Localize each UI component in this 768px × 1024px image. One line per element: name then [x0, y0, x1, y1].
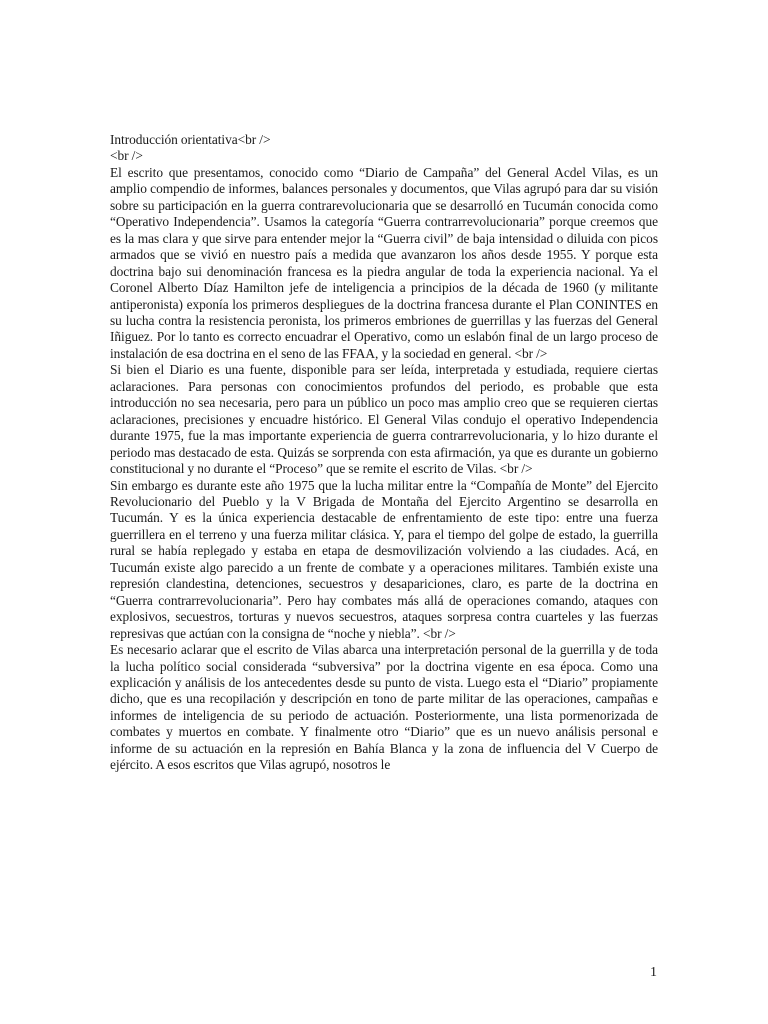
page-number: 1	[650, 965, 657, 980]
paragraph: Es necesario aclarar que el escrito de Vilas abarca una interpretación personal de la guerrilla y de toda la lucha político social considerada “subversiva” por la doctrina vigente en esa época. Como una explicación y análisis de los antecedentes desde su punto de vista. Luego esta el “Diario” propiamente dicho, que es una recopilación y descripción en tono de parte militar de las operaciones, campañas e informes de inteligencia de su periodo de actuación. Posteriormente, una lista pormenorizada de combates y muertos en combate. Y finalmente otro “Diario” que es un nuevo análisis personal e informe de su actuación en la represión en Bahía Blanca y la zona de influencia del V Cuerpo de ejército. A esos escritos que Vilas agrupó, nosotros le	[110, 642, 658, 773]
document-body	[110, 132, 658, 774]
document-title: Introducción orientativa<br />	[110, 132, 271, 147]
paragraph: El escrito que presentamos, conocido como “Diario de Campaña” del General Acdel Vilas, es un amplio compendio de informes, balances personales y documentos, que Vilas agrupó para dar su visión sobre su participación en la guerra contrarevolucionaria que se desarrolló en Tucumán conocida como “Operativo Independencia”. Usamos la categoría “Guerra contrarrevolucionaria” porque creemos que es la mas clara y que sirve para entender mejor la “Guerra civil” de baja intensidad o diluida con picos armados que se vivió en nuestro país a medida que avanzaron los años desde 1955. Y porque esta doctrina bajo sui denominación francesa es la piedra angular de toda la experiencia nacional. Ya el Coronel Alberto Díaz Hamilton jefe de inteligencia a principios de la década de 1960 (y militante antiperonista) exponía los primeros despliegues de la doctrina francesa durante el Plan CONINTES en su lucha contra la resistencia peronista, los primeros embriones de guerrillas y las fuerzas del General Iñiguez. Por lo tanto es correcto encuadrar el Operativo, como un eslabón final de un largo proceso de instalación de esa doctrina en el seno de las FFAA, y la sociedad en general. <br />	[110, 164, 658, 361]
paragraph: Si bien el Diario es una fuente, disponible para ser leída, interpretada y estudiada, requiere ciertas aclaraciones. Para personas con conocimientos profundos del periodo, es probable que esta introducción no sea necesaria, pero para un público un poco mas amplio creo que se requieren ciertas aclaraciones, precisiones y encuadre histórico. El General Vilas condujo el operativo Independencia durante 1975, fue la mas importante experiencia de guerra contrarrevolucionaria, y lo hizo durante el periodo mas destacado de esta. Quizás se sorprenda con esta afirmación, ya que es durante un gobierno constitucional y no durante el “Proceso” que se remite el escrito de Vilas. <br />	[110, 362, 658, 477]
paragraph: Sin embargo es durante este año 1975 que la lucha militar entre la “Compañía de Monte” del Ejercito Revolucionario del Pueblo y la V Brigada de Montaña del Ejercito Argentino se desarrolla en Tucumán. Y es la única experiencia destacable de enfrentamiento de este tipo: entre una fuerza guerrillera en el terreno y una fuerza militar clásica. Y, para el tiempo del golpe de estado, la guerrilla rural se había replegado y estaba en etapa de desmovilización volviendo a las ciudades. Acá, en Tucumán existe algo parecido a un frente de combate y a operaciones militares. También existe una represión clandestina, detenciones, secuestros y desapariciones, claro, es parte de la doctrina en “Guerra contrarrevolucionaria”. Pero hay combates más allá de operaciones comando, ataques con explosivos, secuestros, torturas y nuevos secuestros, ataques sorpresa contra cuarteles y las fuerzas represivas que actúan con la consigna de “noche y niebla”. <br />	[110, 477, 658, 641]
document-text	[110, 148, 658, 773]
paragraph: <br />	[110, 148, 143, 164]
